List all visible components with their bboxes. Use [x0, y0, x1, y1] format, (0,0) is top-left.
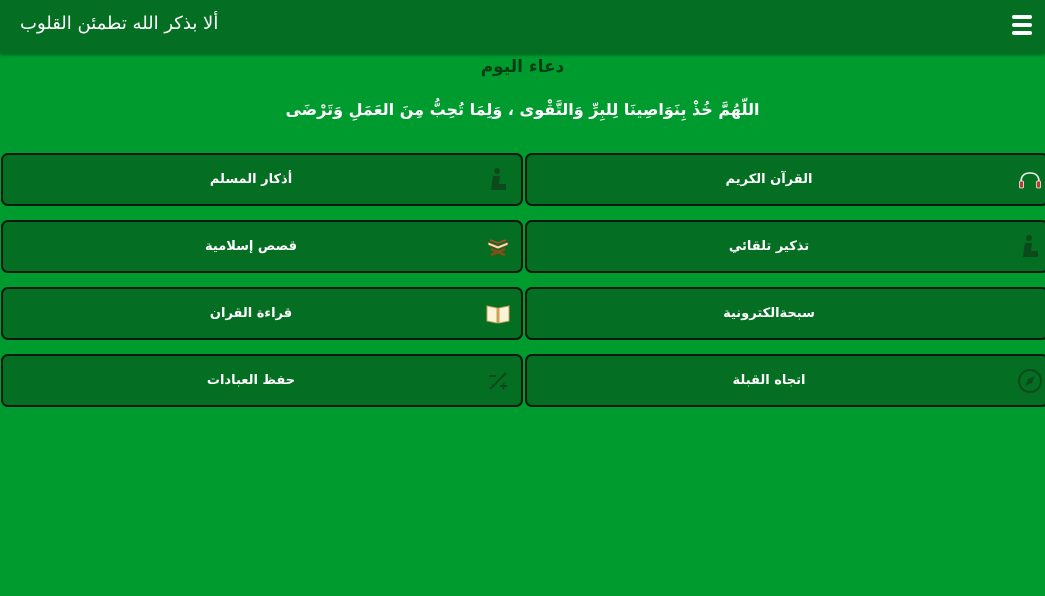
card-label: اتجاه القبلة [732, 373, 806, 388]
card-label: القرآن الكريم [725, 172, 813, 187]
qibla-direction-button[interactable] [525, 354, 1045, 407]
electronic-tasbih-button[interactable] [525, 287, 1045, 340]
compass-icon [1017, 368, 1043, 394]
percent-icon [485, 368, 511, 394]
hamburger-menu-icon[interactable] [1012, 15, 1032, 37]
islamic-stories-button[interactable] [1, 220, 523, 273]
open-book-icon [485, 301, 511, 327]
headphones-icon [1017, 167, 1043, 193]
card-label: حفظ العبادات [206, 373, 296, 388]
quran-karim-button[interactable] [525, 153, 1045, 206]
card-label: أذكار المسلم [209, 172, 293, 187]
top-app-bar [0, 0, 1045, 53]
card-label: تذكير تلقائي [728, 239, 810, 254]
prayer-beads-icon [1017, 301, 1043, 327]
card-label: قراءة القران [209, 306, 293, 321]
praying-person-icon [485, 167, 511, 193]
muslim-adhkar-button[interactable] [1, 153, 523, 206]
card-label: سبحةالكترونية [723, 306, 815, 321]
card-label: قصص إسلامية [205, 239, 297, 254]
praying-person-icon [1017, 234, 1043, 260]
dua-heading: دعاء اليوم [480, 57, 565, 77]
app-title: ألا بذكر الله تطمئن القلوب [20, 13, 219, 34]
auto-reminder-button[interactable] [525, 220, 1045, 273]
read-quran-button[interactable] [1, 287, 523, 340]
save-worship-button[interactable] [1, 354, 523, 407]
quran-stand-icon [485, 234, 511, 260]
dua-text: اللّهُمَّ خُذْ بِنَوَاصِينَا لِلبِرِّ وَالتَّقْوى ، وَلِمَا تُحِبُّ مِنَ العَمَلِ وَتَرْضَى [285, 100, 760, 119]
